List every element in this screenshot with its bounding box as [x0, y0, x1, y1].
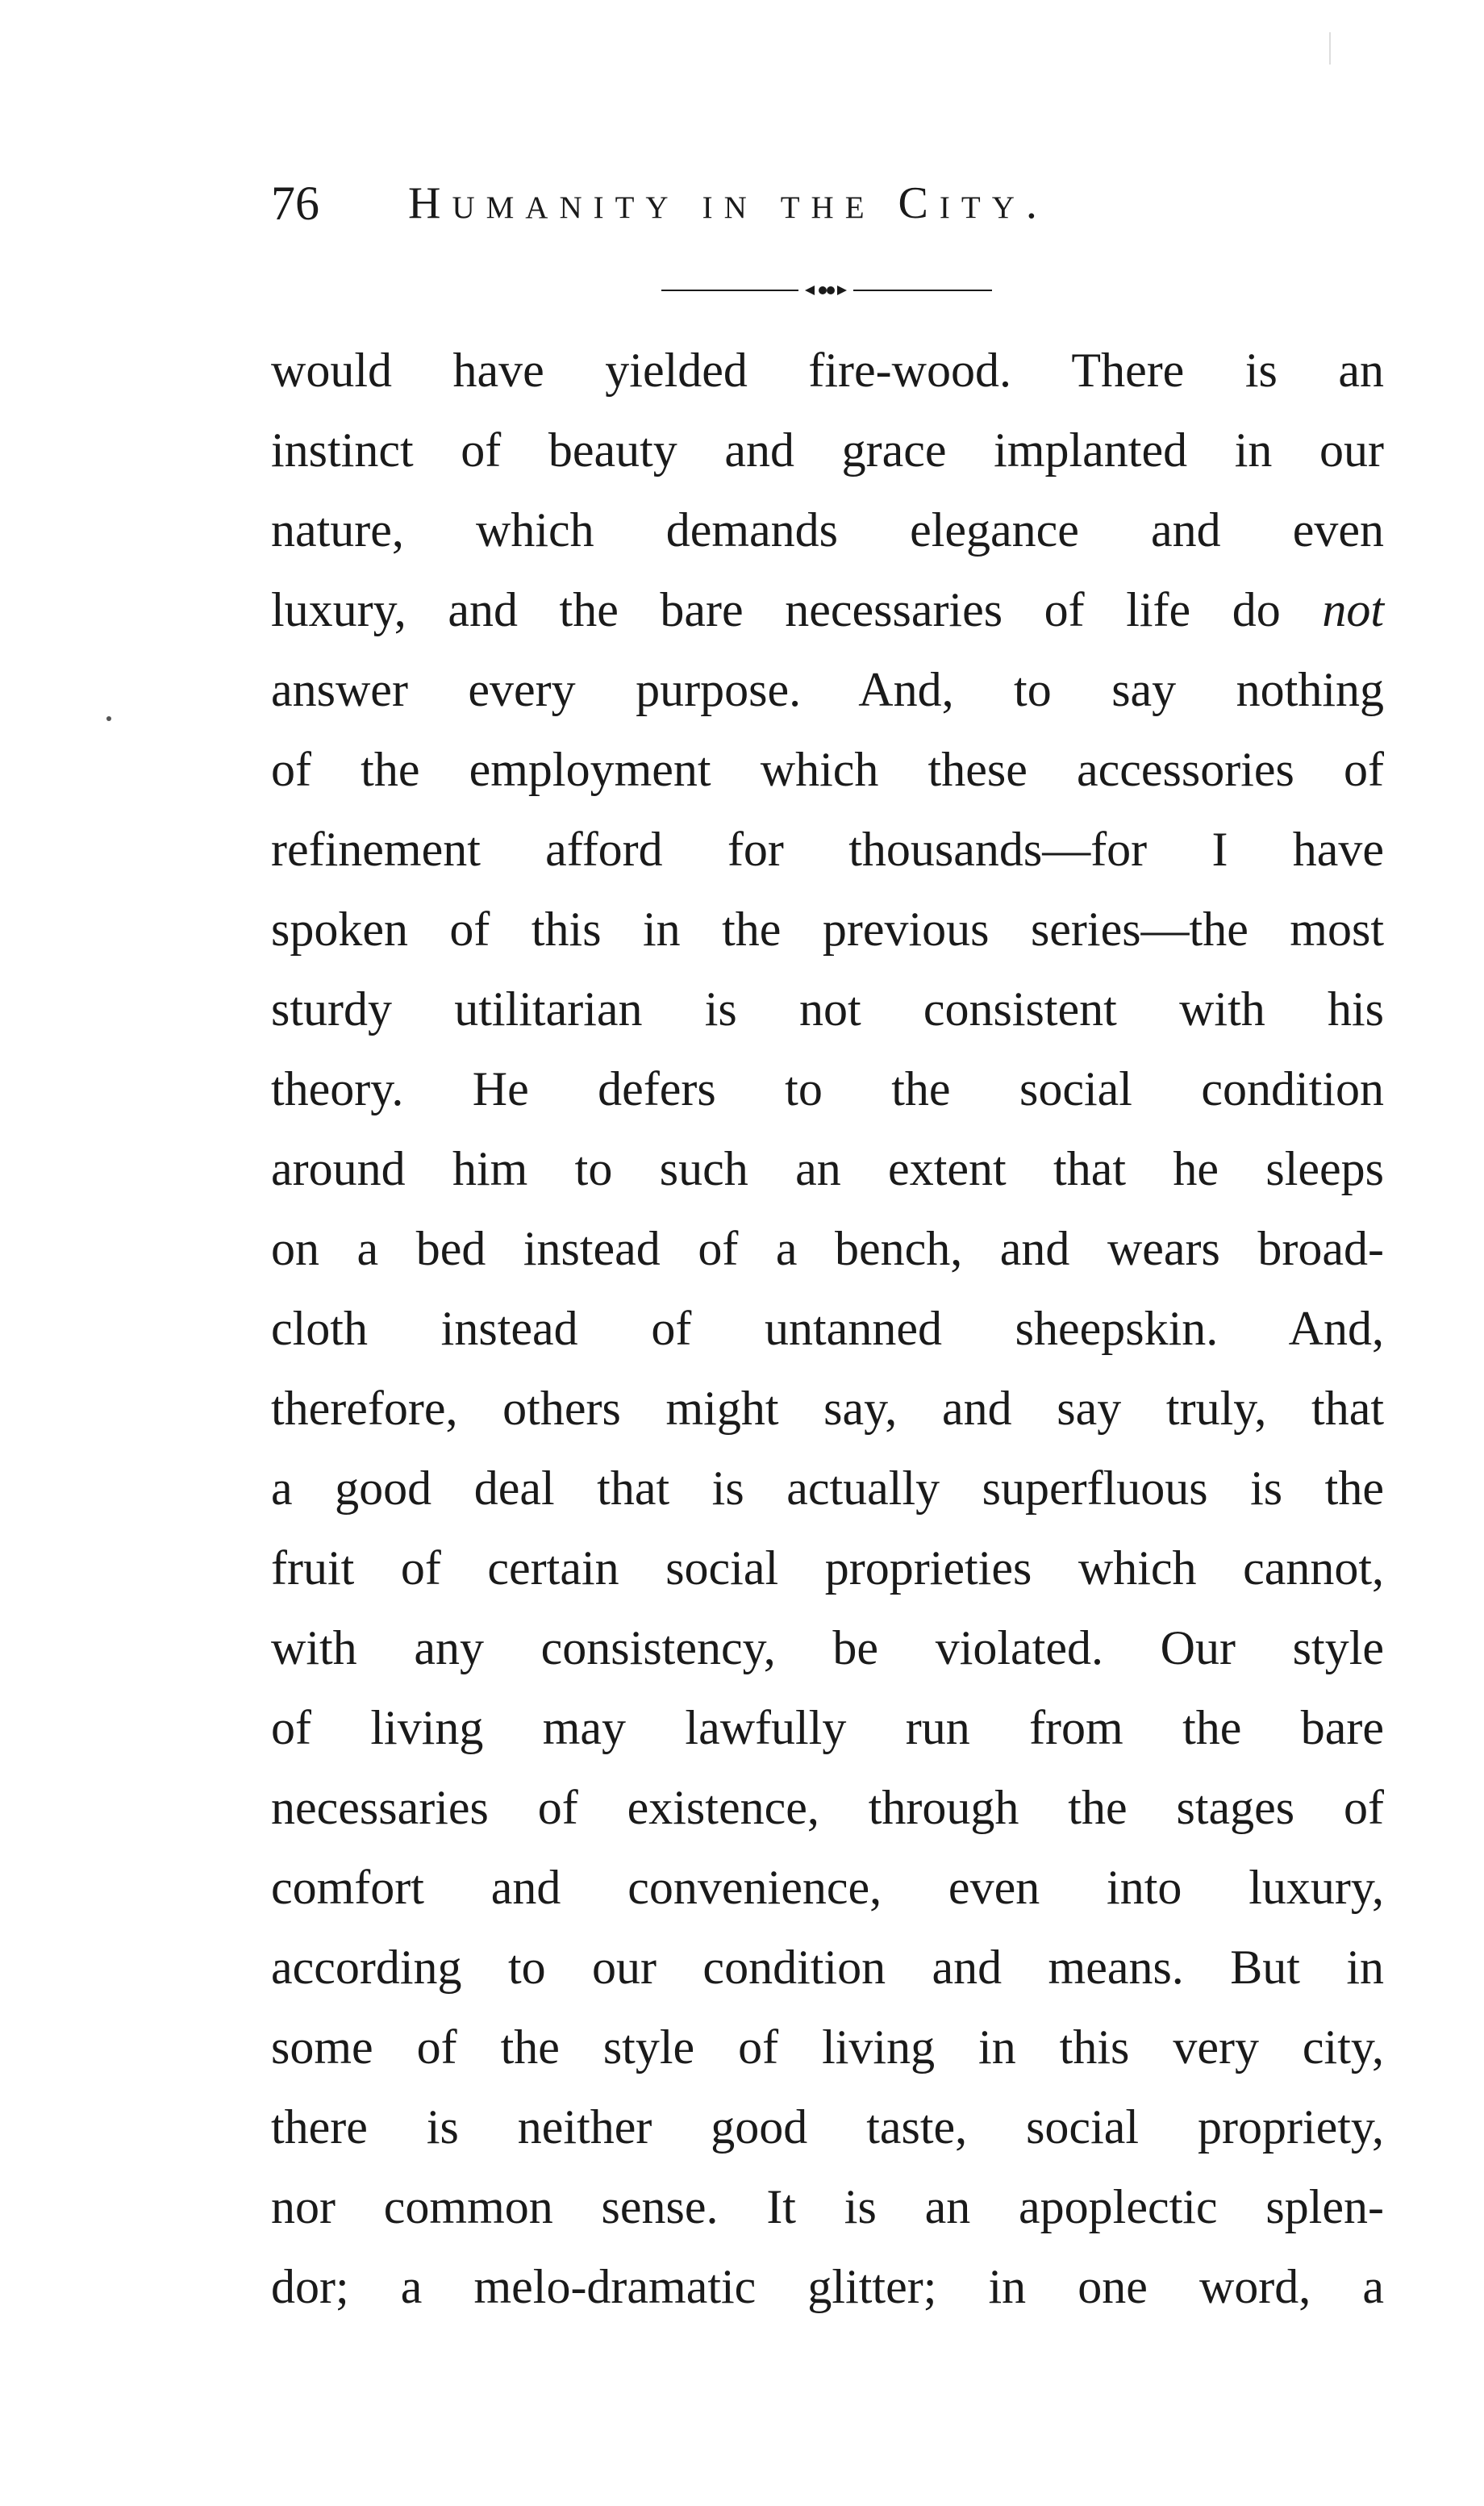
line-text: on a bed instead of a bench, and wears broad-: [271, 1222, 1384, 1275]
page-header: [271, 171, 1287, 236]
text-line: [271, 2167, 1384, 2247]
text-line: [271, 1688, 1384, 1768]
line-text: dor; a melo-dramatic glitter; in one word, a: [271, 2260, 1384, 2313]
line-text: refinement afford for thousands—for I have: [271, 823, 1384, 876]
text-line: [271, 650, 1384, 730]
scan-edge-mark: [1329, 32, 1331, 65]
line-text: cloth instead of untanned sheepskin. And,: [271, 1302, 1384, 1355]
line-text: nature, which demands elegance and even: [271, 503, 1384, 557]
text-line: [271, 1369, 1384, 1449]
margin-speck: [106, 716, 111, 721]
ornament-icon: [803, 282, 848, 298]
text-line: [271, 1449, 1384, 1528]
text-line: [271, 1129, 1384, 1209]
line-text: theory. He defers to the social condition: [271, 1062, 1384, 1115]
line-text: instinct of beauty and grace implanted in our: [271, 423, 1384, 477]
line-text: comfort and convenience, even into luxury,: [271, 1861, 1384, 1914]
text-line: [271, 331, 1384, 411]
text-line: [271, 969, 1384, 1049]
text-line: [271, 730, 1384, 810]
text-line: [271, 1289, 1384, 1369]
text-line: [271, 1608, 1384, 1688]
line-text: with any consistency, be violated. Our style: [271, 1621, 1384, 1674]
line-text: of living may lawfully run from the bare: [271, 1701, 1384, 1754]
text-line: [271, 570, 1384, 650]
header-ornament: [661, 282, 992, 298]
text-line: [271, 1049, 1384, 1129]
text-line: [271, 890, 1384, 969]
text-line: [271, 1768, 1384, 1848]
text-line: [271, 1848, 1384, 1928]
ornament-rule-right: [853, 290, 992, 291]
text-line: [271, 2247, 1384, 2327]
emphasized-word: not: [1322, 583, 1384, 636]
text-line: [271, 490, 1384, 570]
text-line: [271, 411, 1384, 490]
line-text: necessaries of existence, through the stages of: [271, 1781, 1384, 1834]
line-text: fruit of certain social proprieties which cannot,: [271, 1541, 1384, 1595]
line-text: a good deal that is actually superfluous is the: [271, 1461, 1384, 1515]
line-text: therefore, others might say, and say truly, that: [271, 1382, 1384, 1435]
line-text: nor common sense. It is an apoplectic splen-: [271, 2180, 1384, 2233]
running-title: Humanity in the City.: [408, 178, 1048, 228]
line-text: sturdy utilitarian is not consistent with his: [271, 982, 1384, 1036]
text-line: [271, 2008, 1384, 2087]
line-text: according to our condition and means. But in: [271, 1941, 1384, 1994]
line-text: spoken of this in the previous series—the most: [271, 903, 1384, 956]
ornament-rule-left: [661, 290, 798, 291]
line-text: of the employment which these accessories of: [271, 743, 1384, 796]
line-text: luxury, and the bare necessaries of life do: [271, 583, 1323, 636]
text-line: [271, 810, 1384, 890]
line-text: some of the style of living in this very city,: [271, 2020, 1384, 2074]
text-line: [271, 2087, 1384, 2167]
page-number: 76: [271, 177, 319, 230]
body-text: [271, 331, 1384, 2327]
text-line: [271, 1928, 1384, 2008]
line-text: around him to such an extent that he sleeps: [271, 1142, 1384, 1195]
text-line: [271, 1209, 1384, 1289]
text-line: [271, 1528, 1384, 1608]
line-text: there is neither good taste, social propriety,: [271, 2100, 1384, 2154]
line-text: answer every purpose. And, to say nothing: [271, 663, 1384, 716]
line-text: would have yielded fire-wood. There is an: [271, 344, 1384, 397]
